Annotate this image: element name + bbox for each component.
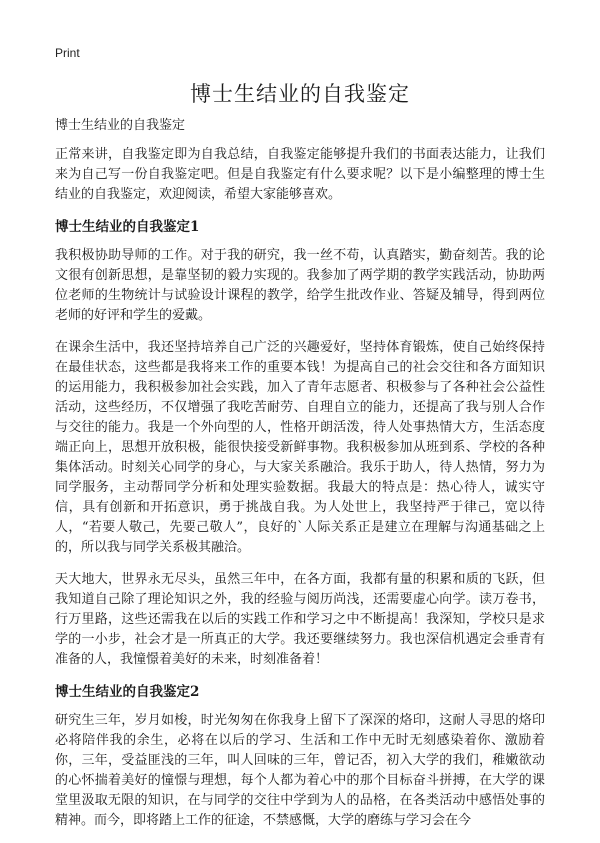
print-link[interactable]: Print <box>55 46 80 60</box>
article-body <box>55 116 545 843</box>
section-1-paragraph-1: 我积极协助导师的工作。对于我的研究，我一丝不苟，认真踏实，勤奋刻苦。我的论文很有创新思想，是靠坚韧的毅力实现的。我参加了两学期的教学实践活动，协助两位老师的生物统计与试验设计课程的教学，给学生批改作业、答疑及辅导，得到两位老师的好评和学生的爱戴。 <box>55 248 545 323</box>
section-heading-1: 博士生结业的自我鉴定1 <box>55 219 200 235</box>
article-subtitle: 博士生结业的自我鉴定 <box>55 118 186 133</box>
section-heading-2: 博士生结业的自我鉴定2 <box>55 684 200 700</box>
section-1-paragraph-3: 天大地大，世界永无尽头，虽然三年中，在各方面，我都有量的积累和质的飞跃，但我知道自己除了理论知识之外，我的经验与阅历尚浅，还需要虚心向学。读万卷书，行万里路，这些还需我在以后的实践工作和学习之中不断提高！我深知，学校只是求学的一小步，社会才是一所真正的大学。我还要继续努力。我也深信机遇定会垂青有准备的人，我憧憬着美好的未来，时刻准备着！ <box>55 572 545 667</box>
section-2-paragraph-1: 研究生三年，岁月如梭，时光匆匆在你我身上留下了深深的烙印，这耐人寻思的烙印必将陪伴我的余生，必将在以后的学习、生活和工作中无时无刻感染着你、激励着你，三年，受益匪浅的三年，叫人回味的三年，曾记否，初入大学的我们，稚嫩欲动的心怀揣着美好的憧憬与理想，每个人都为着心中的那个目标奋斗拼搏，在大学的课堂里汲取无限的知识，在与同学的交往中学到为人的品格，在各类活动中感悟处事的精神。而今，即将踏上工作的征途，不禁感慨，大学的磨练与学习会在今 <box>55 713 545 828</box>
page-title: 博士生结业的自我鉴定 <box>190 82 410 106</box>
intro-paragraph: 正常来讲，自我鉴定即为自我总结，自我鉴定能够提升我们的书面表达能力，让我们来为自己写一份自我鉴定吧。但是自我鉴定有什么要求呢？以下是小编整理的博士生结业的自我鉴定，欢迎阅读，希望大家能够喜欢。 <box>55 147 545 202</box>
section-1-paragraph-2: 在课余生活中，我还坚持培养自己广泛的兴趣爱好，坚持体育锻炼，使自己始终保持在最佳状态，这些都是我将来工作的重要本钱！为提高自己的社会交往和各方面知识的运用能力，我积极参加社会实践，加入了青年志愿者、积极参与了各种社会公益性活动，这些经历，不仅增强了我吃苦耐劳、自理自立的能力，还提高了我与别人合作与交往的能力。我是一个外向型的人，性格开朗活泼，待人处事热情大方，生活态度端正向上，思想开放积极，能很快接受新鲜事物。我积极参加从班到系、学校的各种集体活动。时刻关心同学的身心，与大家关系融洽。我乐于助人，待人热情，努力为同学服务，主动帮同学分析和处理实验数据。我最大的特点是：热心待人，诚实守信，具有创新和开拓意识，勇于挑战自我。为人处世上，我坚持严于律己，宽以待人，“若要人敬己，先要己敬人”，良好的`人际关系正是建立在理解与沟通基础之上的，所以我与同学关系极其融洽。 <box>55 340 545 555</box>
